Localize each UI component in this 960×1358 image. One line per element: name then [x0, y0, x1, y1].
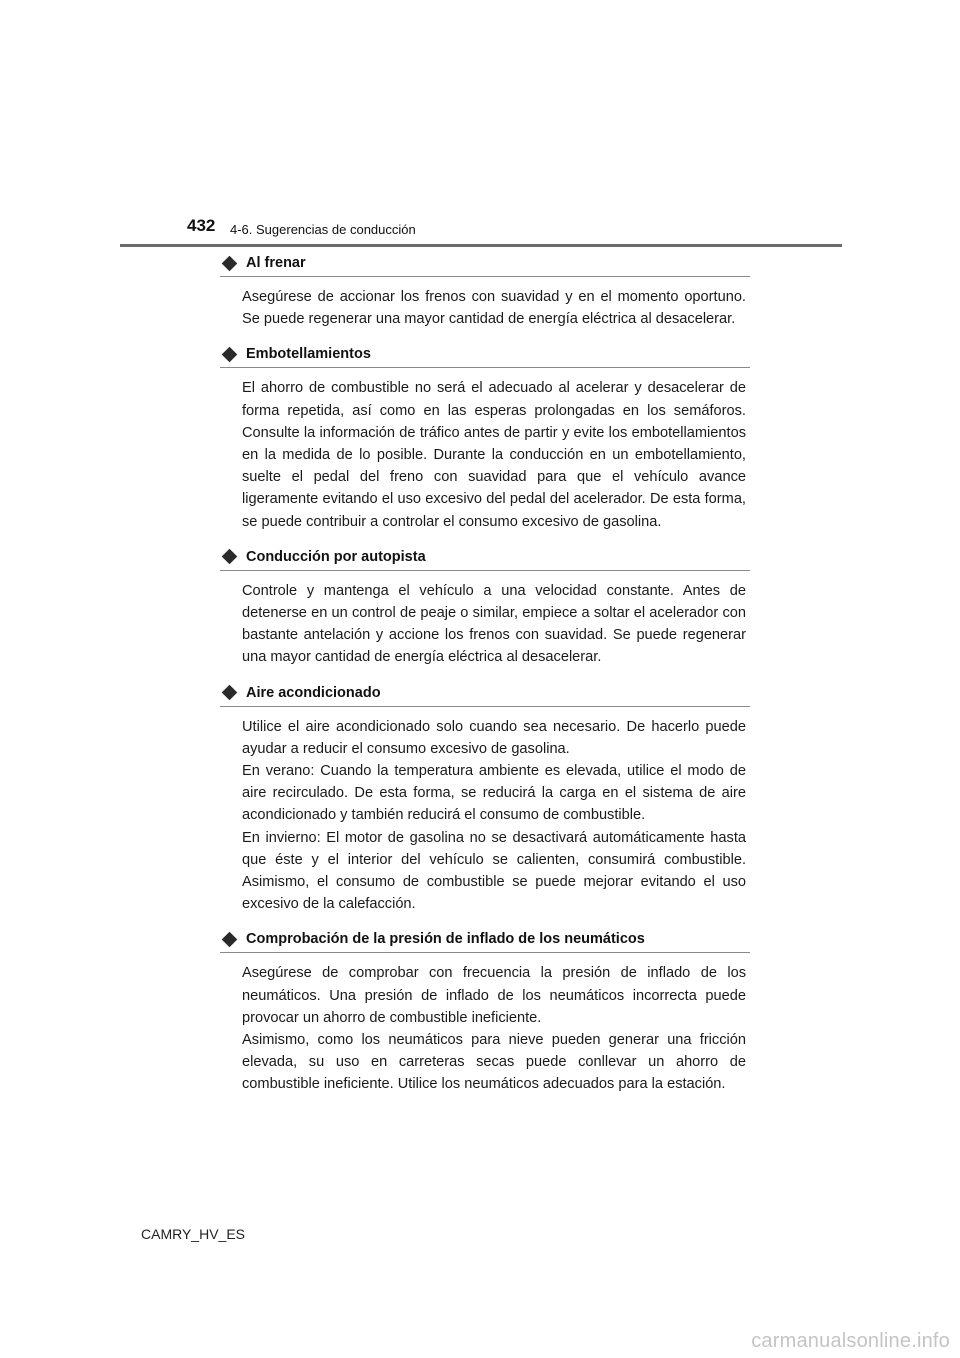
section-aire-acondicionado — [220, 683, 750, 916]
page-content — [220, 253, 750, 1110]
section-heading-text: Al frenar — [246, 255, 306, 271]
body-paragraph: En verano: Cuando la temperatura ambiente es elevada, utilice el modo de aire recirculado. De esta forma, se reducirá la carga en el sistema de aire acondicionado y también reducirá el consumo de combustible. — [242, 763, 746, 824]
section-body — [242, 377, 746, 532]
body-paragraph: Asegúrese de comprobar con frecuencia la presión de inflado de los neumáticos. Una presión de inflado de los neumáticos incorrecta puede provocar un ahorro de combustible ineficiente. — [242, 965, 746, 1026]
section-heading-text: Conducción por autopista — [246, 548, 426, 565]
section-body — [242, 286, 746, 330]
section-heading-text: Aire acondicionado — [246, 684, 381, 701]
section-heading — [220, 683, 750, 707]
section-heading — [220, 929, 750, 953]
section-al-frenar — [220, 253, 750, 330]
section-embotellamientos — [220, 344, 750, 532]
section-presion-neumaticos — [220, 929, 750, 1095]
diamond-bullet-icon — [222, 932, 238, 948]
page-number: 432 — [187, 216, 216, 235]
model-code: CAMRY_HV_ES — [141, 1226, 246, 1242]
header-divider — [120, 244, 842, 247]
diamond-bullet-icon — [222, 255, 238, 271]
body-paragraph: El ahorro de combustible no será el adecuado al acelerar y desacelerar de forma repetida, así como en las esperas prolongadas en los semáforos. Consulte la información de tráfico antes de partir y evite los embotellamientos en la medida de lo posible. Durante la conducción en un embotellamiento, suelte el pedal del freno con suavidad para que el vehículo avance ligeramente evitando el uso excesivo del pedal del acelerador. De esta forma, se puede contribuir a controlar el consumo excesivo de gasolina. — [242, 380, 746, 530]
body-paragraph: Controle y mantenga el vehículo a una velocidad constante. Antes de detenerse en un control de peaje o similar, empiece a soltar el acelerador con bastante antelación y accione los frenos con suavidad. Se puede regenerar una mayor cantidad de energía eléctrica al desacelerar. — [242, 582, 746, 666]
body-paragraph: En invierno: El motor de gasolina no se desactivará automáticamente hasta que éste y el interior del vehículo se calienten, consumirá combustible. Asimismo, el consumo de combustible se puede mejorar evitando el uso excesivo de la calefacción. — [242, 829, 746, 913]
diamond-bullet-icon — [222, 347, 238, 363]
section-heading — [220, 344, 750, 368]
diamond-bullet-icon — [222, 685, 238, 701]
section-body — [242, 580, 746, 669]
body-paragraph: Asegúrese de accionar los frenos con suavidad y en el momento oportuno. Se puede regenerar una mayor cantidad de energía eléctrica al desacelerar. — [242, 289, 746, 328]
watermark-text: carmanualsonline.info — [751, 1330, 950, 1352]
section-body — [242, 962, 746, 1095]
body-paragraph: Asimismo, como los neumáticos para nieve pueden generar una fricción elevada, su uso en carreteras secas puede conllevar un ahorro de combustible ineficiente. Utilice los neumáticos adecuados para la estación. — [242, 1032, 746, 1093]
body-paragraph: Utilice el aire acondicionado solo cuando sea necesario. De hacerlo puede ayudar a reducir el consumo excesivo de gasolina. — [242, 718, 746, 757]
section-heading — [220, 253, 750, 277]
section-conduccion-autopista — [220, 547, 750, 669]
diamond-bullet-icon — [222, 549, 238, 565]
page-header — [0, 0, 960, 250]
section-title: 4-6. Sugerencias de conducción — [230, 222, 416, 237]
section-heading — [220, 547, 750, 571]
section-heading-text: Comprobación de la presión de inflado de los neumáticos — [246, 931, 645, 948]
section-heading-text: Embotellamientos — [246, 346, 371, 363]
section-body — [242, 716, 746, 916]
